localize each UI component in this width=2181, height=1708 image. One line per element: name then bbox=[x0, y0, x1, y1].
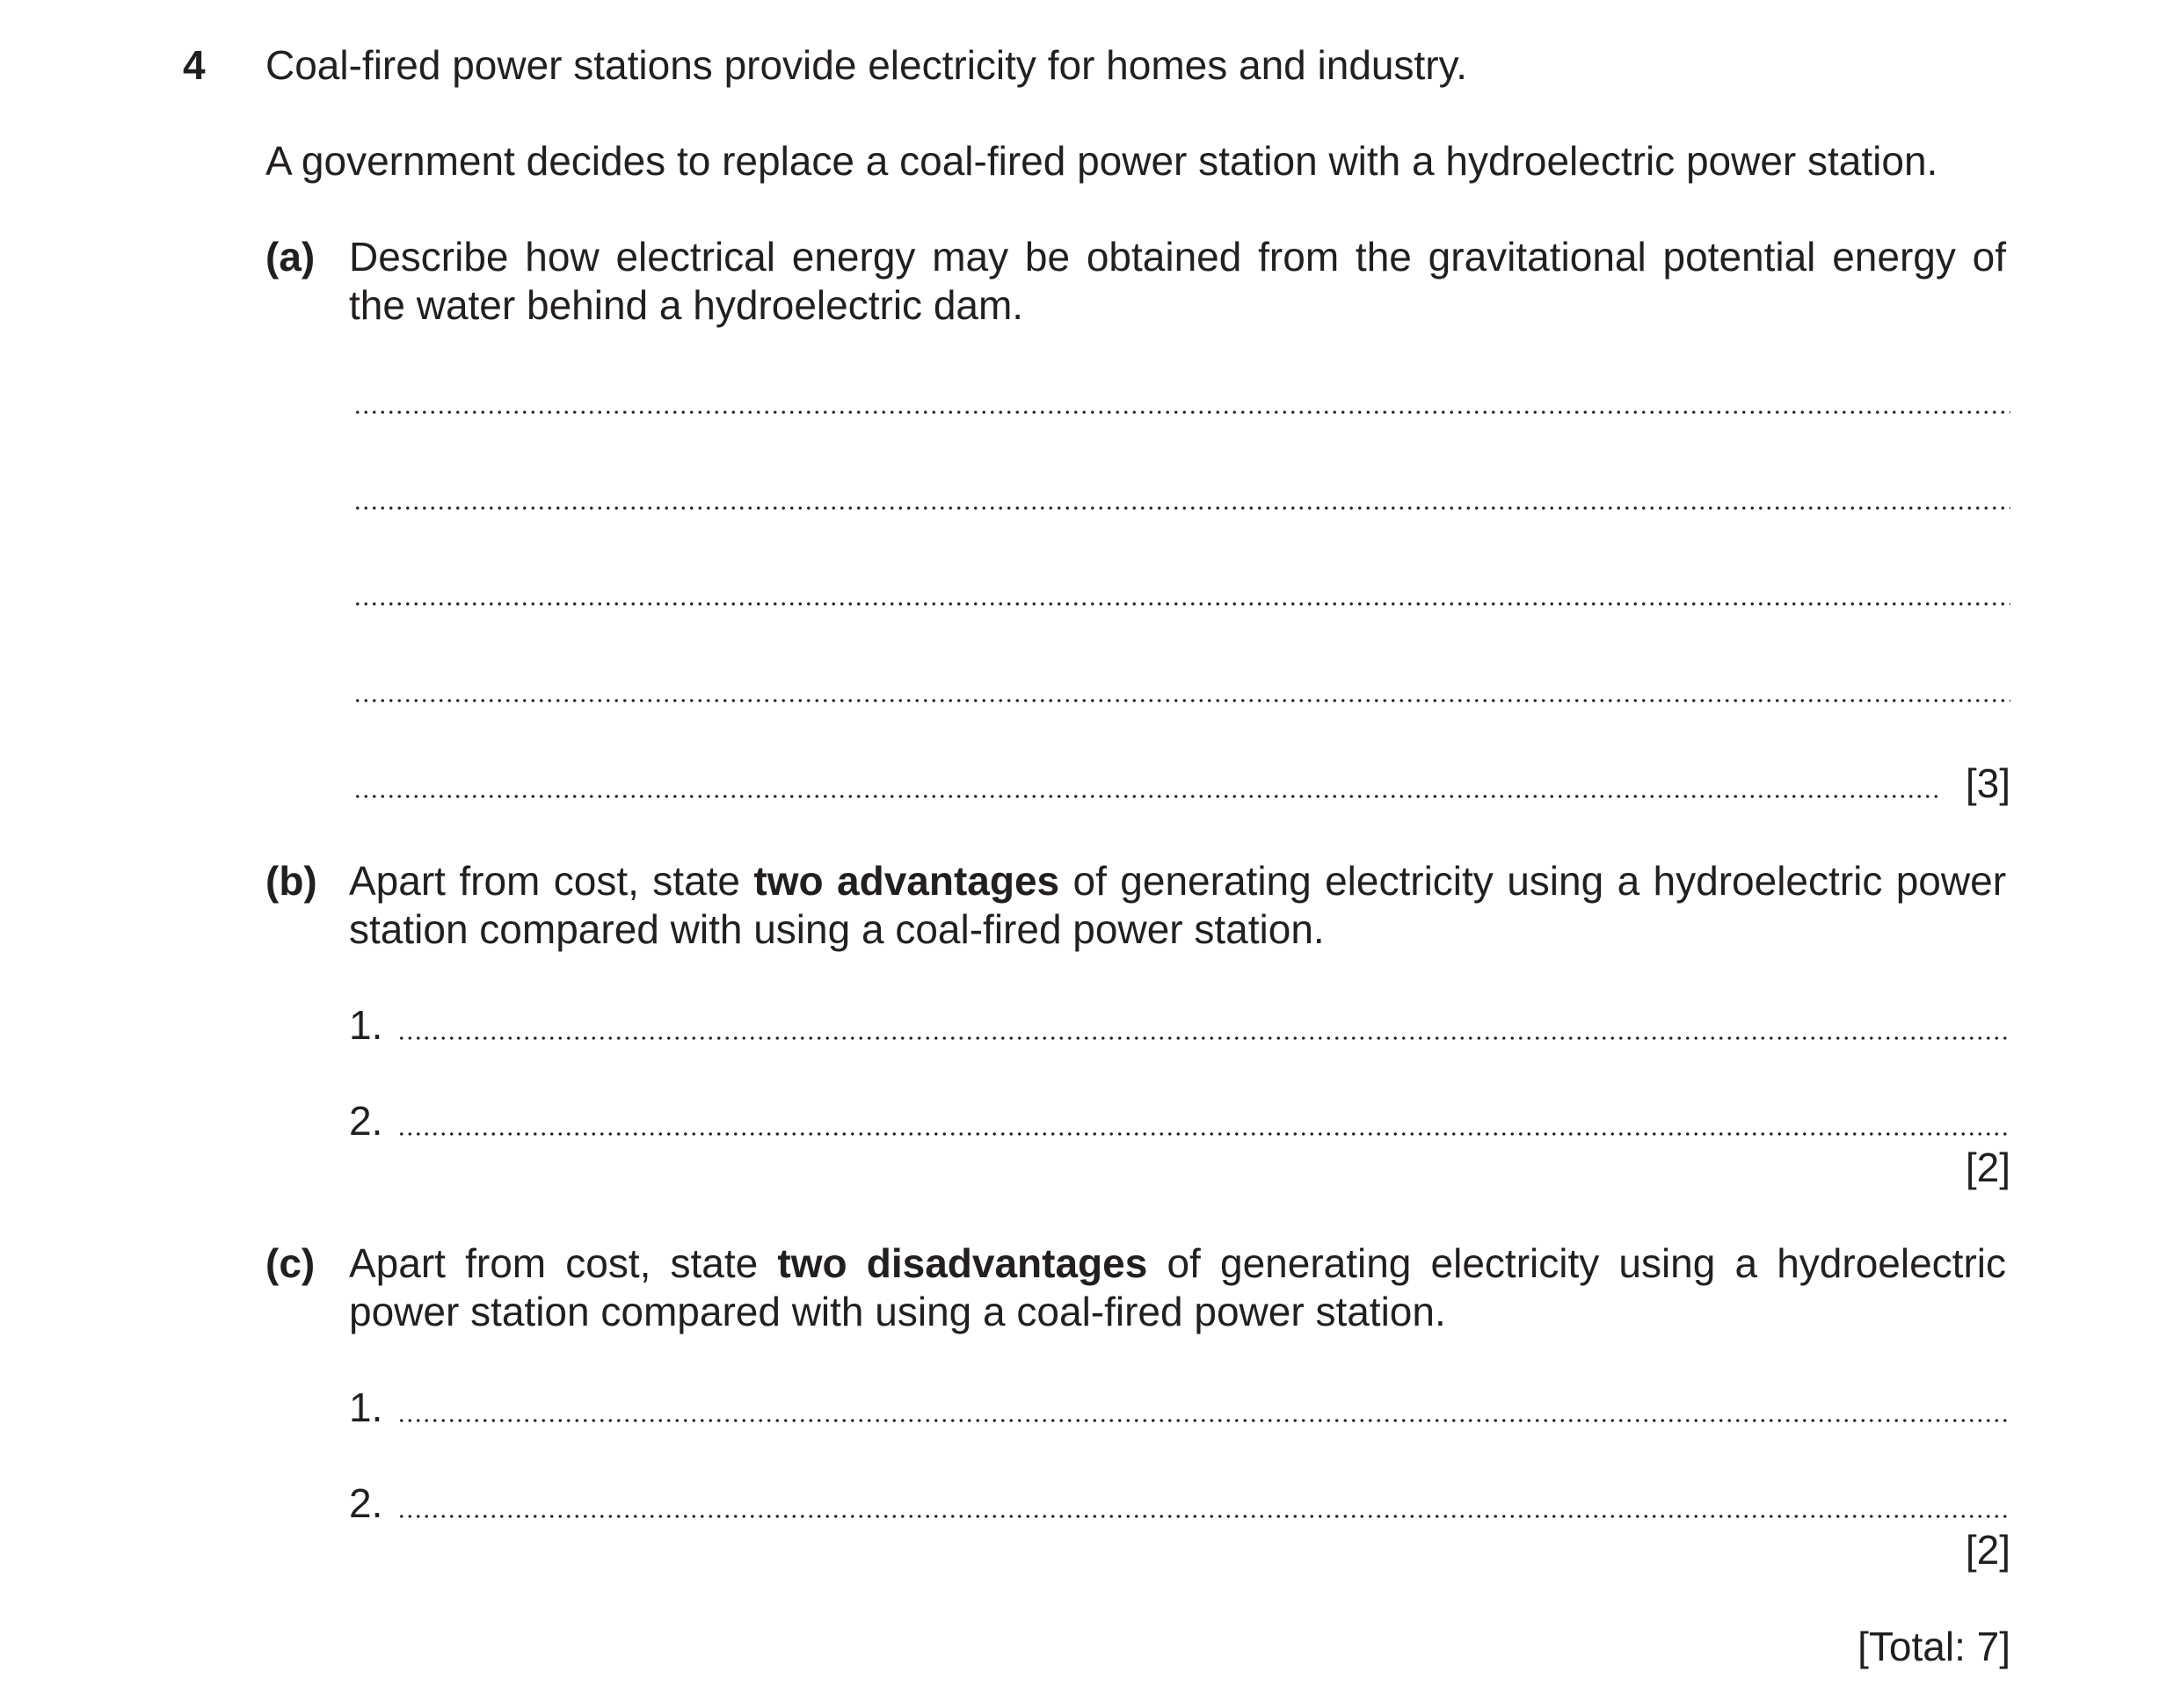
part-c-emphasis: two disadvantages bbox=[777, 1240, 1148, 1286]
part-c-marks: [2] bbox=[1965, 1527, 2010, 1573]
part-c-item-2-number: 2. bbox=[349, 1480, 383, 1526]
question-number: 4 bbox=[183, 42, 206, 88]
part-b-item-2-number: 2. bbox=[349, 1098, 383, 1144]
answer-line-a-4[interactable] bbox=[353, 699, 2010, 702]
part-b-label: (b) bbox=[265, 858, 317, 904]
part-a-label: (a) bbox=[265, 234, 316, 280]
part-a-marks: [3] bbox=[1965, 760, 2010, 806]
part-c-label: (c) bbox=[265, 1240, 316, 1286]
question-stem-context: A government decides to replace a coal-fired power station with a hydroelectric power station. bbox=[265, 138, 1938, 184]
part-b-emphasis: two advantages bbox=[753, 858, 1060, 904]
question-stem-intro: Coal-fired power stations provide electricity for homes and industry. bbox=[265, 42, 1467, 88]
answer-line-a-2[interactable] bbox=[353, 506, 2010, 510]
question-total-marks: [Total: 7] bbox=[1857, 1624, 2010, 1669]
answer-line-b-2[interactable] bbox=[397, 1132, 2010, 1136]
answer-line-c-2[interactable] bbox=[397, 1515, 2010, 1518]
part-c-question: Apart from cost, state two disadvantages of generating electricity using a hydroelectric power station compared with using a coal-fired power station. bbox=[349, 1240, 2006, 1334]
part-b-question: Apart from cost, state two advantages of generating electricity using a hydroelectric power station compared with using a coal-fired power station. bbox=[349, 858, 2007, 952]
answer-line-c-1[interactable] bbox=[397, 1419, 2010, 1422]
answer-line-a-3[interactable] bbox=[353, 602, 2010, 606]
answer-line-a-1[interactable] bbox=[353, 411, 2010, 414]
part-a-question: Describe how electrical energy may be obtained from the gravitational potential energy of the water behind a hydroelectric dam. bbox=[349, 234, 2006, 328]
part-c-item-1-number: 1. bbox=[349, 1385, 383, 1430]
part-b-marks: [2] bbox=[1965, 1145, 2010, 1190]
answer-line-a-5[interactable] bbox=[353, 795, 1940, 798]
part-b-item-1-number: 1. bbox=[349, 1002, 383, 1048]
answer-line-b-1[interactable] bbox=[397, 1036, 2010, 1040]
